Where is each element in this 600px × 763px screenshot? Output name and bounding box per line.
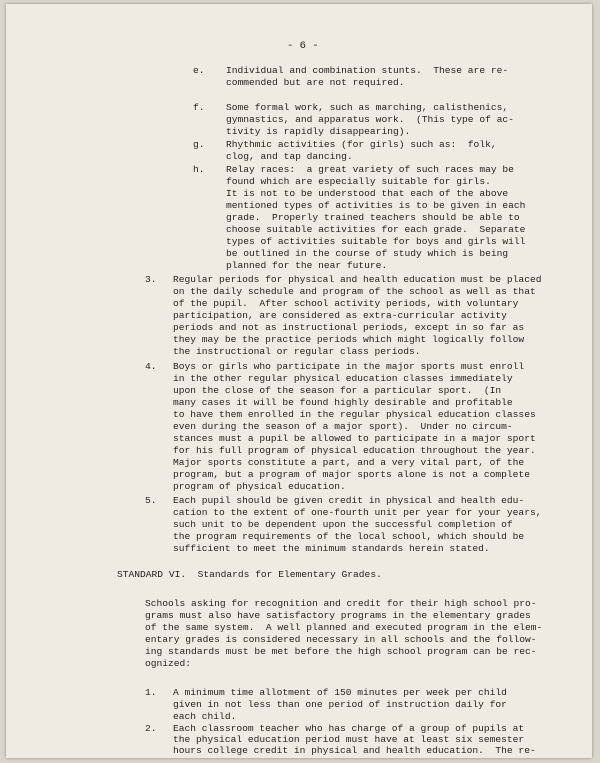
item-4-line: many cases it will be found highly desirable and profitable — [173, 397, 513, 408]
intro-line: ing standards must be met before the high school program can be rec- — [145, 646, 537, 657]
item-3-line: the instructional or regular class periods. — [173, 346, 421, 357]
list-item-h-line: found which are especially suitable for girls. — [226, 176, 491, 187]
item-4-line: upon the close of the season for a particular sport. (In — [173, 385, 502, 396]
list-marker-h: h. — [193, 164, 205, 175]
list-item-e-line: Individual and combination stunts. These are re- — [226, 65, 509, 76]
elementary-item-1-marker: 1. — [145, 687, 157, 698]
item-3-marker: 3. — [145, 274, 157, 285]
page-number: - 6 - — [287, 40, 319, 52]
item-3-line: periods and not as instructional periods, except in so far as — [173, 322, 525, 333]
item-5-line: Each pupil should be given credit in physical and health edu- — [173, 495, 525, 506]
list-item-h-line: choose suitable activities for each grade. Separate — [226, 224, 526, 235]
item-4-line: even during the season of a major sport). Under no circum- — [173, 421, 513, 432]
item-5-line: the program requirements of the local school, which should be — [173, 531, 525, 542]
intro-line: entary grades is considered necessary in all schools and the follow- — [145, 634, 537, 645]
item-3-line: participation, are considered as extra-curricular activity — [173, 310, 507, 321]
elementary-item-1-line: each child. — [173, 711, 237, 722]
list-marker-g: g. — [193, 139, 205, 150]
item-3-line: they may be the practice periods which might logically follow — [173, 334, 525, 345]
item-4-line: program of physical education. — [173, 481, 346, 492]
item-4-line: to have them enrolled in the regular physical education classes — [173, 409, 536, 420]
list-item-f-line: gymnastics, and apparatus work. (This type of ac- — [226, 114, 514, 125]
elementary-item-2-line: hours college credit in physical and health education. The re- — [173, 745, 536, 756]
list-item-h-line: types of activities suitable for boys and girls will — [226, 236, 526, 247]
list-item-h-line: It is not to be understood that each of the above — [226, 188, 509, 199]
intro-line: ognized: — [145, 658, 192, 669]
item-4-line: stances must a pupil be allowed to participate in a major sport — [173, 433, 536, 444]
standard-heading: STANDARD VI. Standards for Elementary Grades. — [117, 569, 382, 580]
list-item-h-line: mentioned types of activities is to be given in each — [226, 200, 526, 211]
list-item-h-line: Relay races: a great variety of such races may be — [226, 164, 514, 175]
elementary-item-1-line: A minimum time allotment of 150 minutes per week per child — [173, 687, 507, 698]
list-item-f-line: Some formal work, such as marching, calisthenics, — [226, 102, 509, 113]
intro-line: of the same system. A well planned and executed program in the elem- — [145, 622, 543, 633]
list-item-e-line: commended but are not required. — [226, 77, 405, 88]
item-4-line: for his full program of physical education throughout the year. — [173, 445, 536, 456]
elementary-item-2-line: the physical education period must have at least six semester — [173, 734, 525, 745]
item-5-line: sufficient to meet the minimum standards herein stated. — [173, 543, 490, 554]
item-4-line: Major sports constitute a part, and a very vital part, of the — [173, 457, 525, 468]
item-3-line: of the pupil. After school activity periods, with voluntary — [173, 298, 519, 309]
list-marker-e: e. — [193, 65, 205, 76]
intro-line: grams must also have satisfactory programs in the elementary grades — [145, 610, 531, 621]
list-marker-f: f. — [193, 102, 205, 113]
elementary-item-1-line: given in not less than one period of instruction daily for — [173, 699, 507, 710]
item-3-line: on the daily schedule and program of the school as well as that — [173, 286, 536, 297]
item-5-marker: 5. — [145, 495, 157, 506]
item-4-line: program, but a program of major sports alone is not a complete — [173, 469, 530, 480]
item-5-line: cation to the extent of one-fourth unit per year for your years, — [173, 507, 542, 518]
list-item-g-line: Rhythmic activities (for girls) such as: folk, — [226, 139, 497, 150]
elementary-item-2-marker: 2. — [145, 723, 157, 734]
intro-line: Schools asking for recognition and credit for their high school pro- — [145, 598, 537, 609]
item-3-line: Regular periods for physical and health education must be placed — [173, 274, 542, 285]
document-page — [6, 4, 592, 758]
item-4-line: Boys or girls who participate in the major sports must enroll — [173, 361, 525, 372]
elementary-item-2-line: Each classroom teacher who has charge of a group of pupils at — [173, 723, 525, 734]
list-item-h-line: grade. Properly trained teachers should be able to — [226, 212, 520, 223]
list-item-g-line: clog, and tap dancing. — [226, 151, 353, 162]
list-item-h-line: planned for the near future. — [226, 260, 388, 271]
item-4-marker: 4. — [145, 361, 157, 372]
item-5-line: such unit to be dependent upon the successful completion of — [173, 519, 513, 530]
list-item-h-line: be outlined in the course of study which is being — [226, 248, 509, 259]
item-4-line: in the other regular physical education classes immediately — [173, 373, 513, 384]
list-item-f-line: tivity is rapidly disappearing). — [226, 126, 411, 137]
